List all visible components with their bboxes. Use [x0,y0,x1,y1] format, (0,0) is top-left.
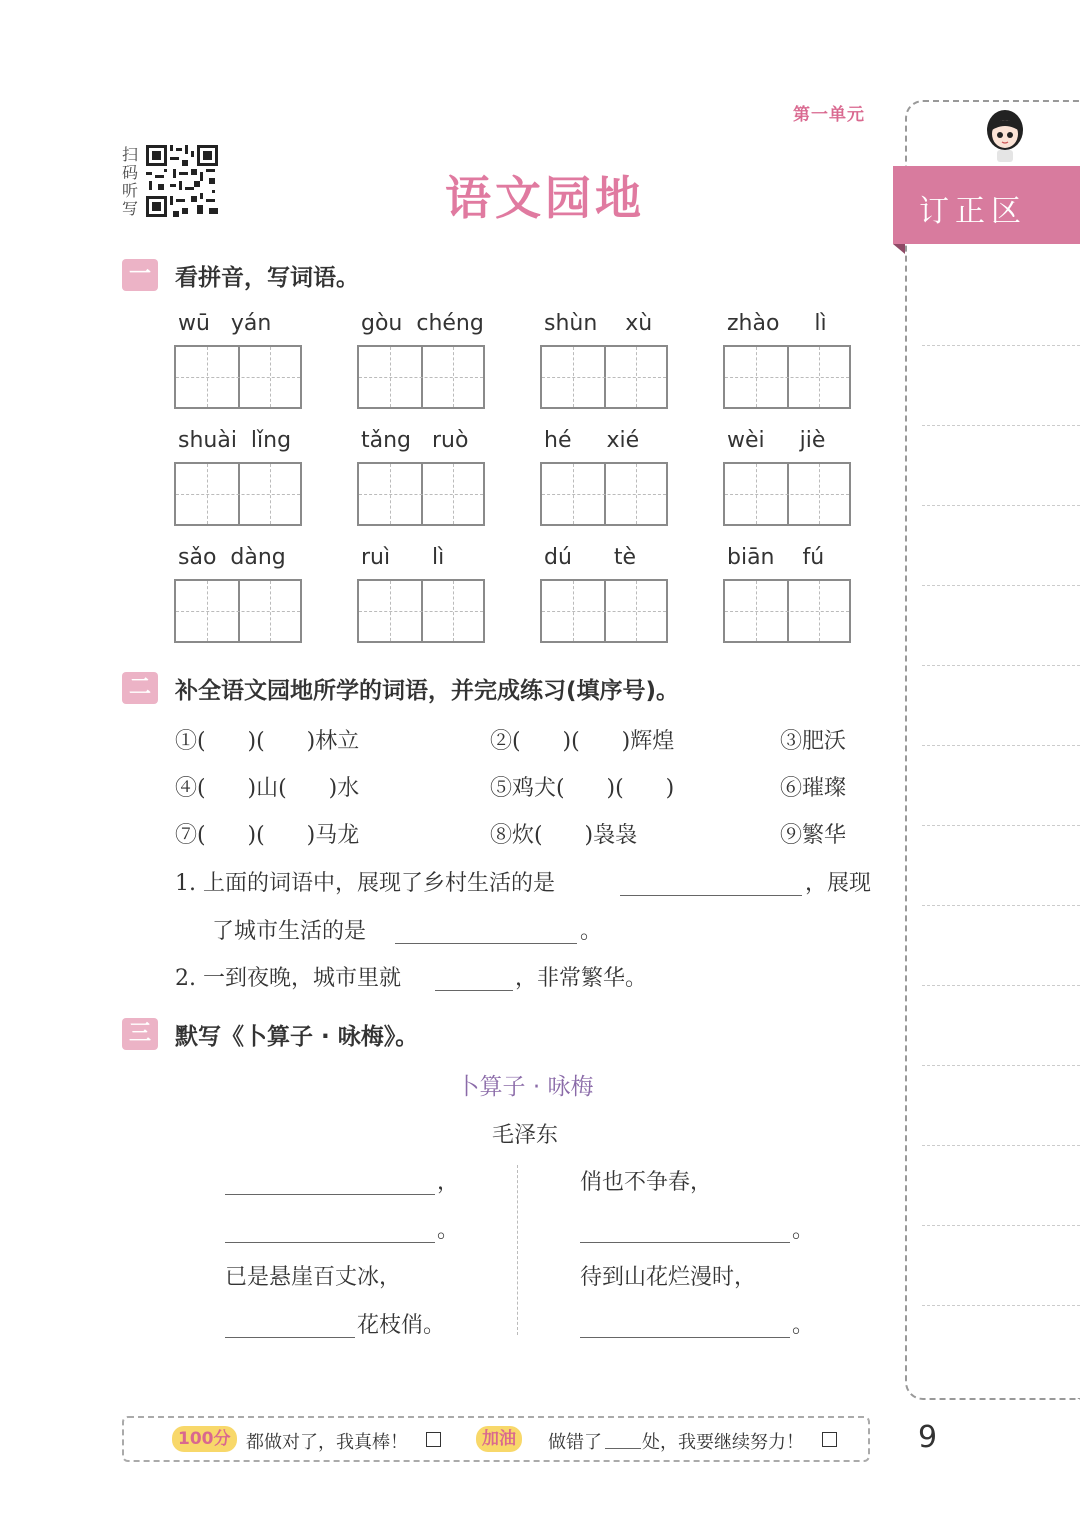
question-1-text: ，展现 [805,871,872,896]
punctuation: 。 [437,1218,460,1243]
correction-line [922,1225,1080,1226]
writing-grid[interactable] [357,345,485,409]
correction-line [922,905,1080,906]
section-3-heading: 默写《卜算子 · 咏梅》。 [175,1024,419,1050]
keep-trying-checkbox[interactable] [822,1432,837,1447]
answer-blank[interactable] [620,895,802,896]
correction-line [922,425,1080,426]
correction-area[interactable] [905,100,1080,1400]
poem-blank[interactable] [580,1337,790,1338]
unit-label: 第一单元 [793,105,865,125]
writing-grid[interactable] [540,579,668,643]
writing-grid[interactable] [723,462,851,526]
mistake-count-blank[interactable] [605,1448,641,1449]
correction-line [922,1305,1080,1306]
writing-grid[interactable] [540,462,668,526]
writing-grid[interactable] [174,345,302,409]
writing-grid[interactable] [357,579,485,643]
correction-line [922,345,1080,346]
word-item: ⑧炊( )袅袅 [490,823,638,848]
pinyin-label: sǎo dàng [178,545,286,570]
section-2-heading: 补全语文园地所学的词语，并完成练习(填序号)。 [175,678,680,704]
question-2-text: ，非常繁华。 [515,966,648,991]
word-item: ⑤鸡犬( )( ) [490,776,675,801]
footer-text-correct: 都做对了，我真棒！ [246,1432,408,1453]
question-1-text: 了城市生活的是 [212,919,367,944]
word-item: ②( )( )辉煌 [490,729,675,754]
writing-grid[interactable] [723,345,851,409]
footer-text-mistakes: 处，我要继续努力！ [642,1432,804,1453]
word-item: ⑦( )( )马龙 [175,823,360,848]
poem-line: 花枝俏。 [357,1313,446,1338]
keep-going-badge: 加油 [476,1426,522,1452]
all-correct-checkbox[interactable] [426,1432,441,1447]
poem-line: 待到山花烂漫时， [580,1265,757,1290]
poem-blank[interactable] [225,1337,355,1338]
pinyin-label: wèi jiè [727,428,826,453]
question-1-text: 。 [580,919,603,944]
poem-divider [517,1165,518,1335]
punctuation: ， [437,1170,460,1195]
footer-text-mistakes: 做错了 [548,1432,602,1453]
banner-fold [893,244,905,254]
answer-blank[interactable] [395,943,577,944]
section-1-heading: 看拼音，写词语。 [175,265,359,291]
writing-grid[interactable] [174,462,302,526]
correction-line [922,825,1080,826]
correction-line [922,505,1080,506]
writing-grid[interactable] [540,345,668,409]
answer-blank[interactable] [435,990,513,991]
section-1-badge: 一 [122,259,158,291]
pinyin-label: tǎng ruò [361,428,469,453]
word-item: ⑥璀璨 [780,776,847,801]
pinyin-label: hé xié [544,428,640,453]
word-item: ③肥沃 [780,729,847,754]
word-item: ④( )山( )水 [175,776,360,801]
pinyin-label: dú tè [544,545,637,570]
poem-author: 毛泽东 [491,1123,558,1148]
question-2-text: 2. 一到夜晚，城市里就 [175,966,401,991]
question-1-text: 1. 上面的词语中，展现了乡村生活的是 [175,871,555,896]
poem-blank[interactable] [225,1194,435,1195]
page-number: 9 [918,1420,938,1455]
correction-banner-label: 订正区 [919,194,1027,229]
qr-code-icon[interactable] [146,145,218,217]
poem-line: 俏也不争春， [580,1170,713,1195]
writing-grid[interactable] [723,579,851,643]
pinyin-label: shùn xù [544,311,653,336]
correction-line [922,665,1080,666]
word-item: ①( )( )林立 [175,729,360,754]
poem-blank[interactable] [580,1242,790,1243]
word-item: ⑨繁华 [780,823,847,848]
correction-line [922,1065,1080,1066]
pinyin-label: wū yán [178,311,272,336]
writing-grid[interactable] [174,579,302,643]
pinyin-label: shuài lǐng [178,428,292,453]
pinyin-label: ruì lì [361,545,445,570]
pinyin-label: gòu chéng [361,311,484,336]
page-title: 语文园地 [445,171,645,225]
pinyin-label: zhào lì [727,311,827,336]
correction-line [922,985,1080,986]
pinyin-label: biān fú [727,545,825,570]
poem-blank[interactable] [225,1242,435,1243]
section-3-badge: 三 [122,1018,158,1050]
punctuation: 。 [792,1313,815,1338]
poem-title: 卜算子 · 咏梅 [456,1074,594,1100]
qr-label: 扫码听写 [122,145,139,218]
correction-line [922,585,1080,586]
writing-grid[interactable] [357,462,485,526]
correction-line [922,1145,1080,1146]
correction-line [922,745,1080,746]
section-2-badge: 二 [122,672,158,704]
punctuation: 。 [792,1218,815,1243]
cartoon-girl-icon [980,106,1030,166]
poem-line: 已是悬崖百丈冰， [225,1265,402,1290]
score-100-badge: 100分 [172,1426,237,1452]
